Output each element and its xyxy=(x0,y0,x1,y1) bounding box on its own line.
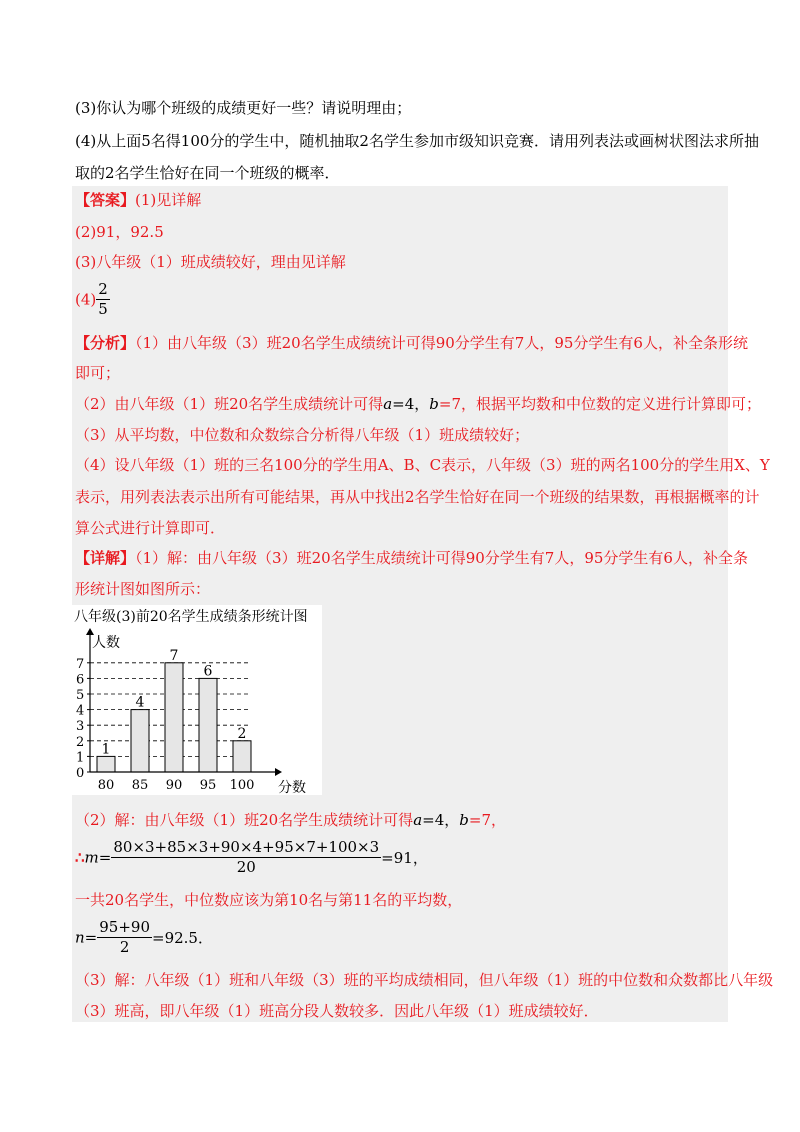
detail-line-7: （3）解：八年级（1）班和八年级（3）班的平均成绩相同，但八年级（1）班的中位数和众数都比八年级 xyxy=(75,971,774,989)
detail-var-b: b xyxy=(459,811,469,829)
y-tick-label: 4 xyxy=(76,703,85,719)
answer-3: (3)八年级（1）班成绩较好，理由见详解 xyxy=(75,253,346,271)
question-4-line-1: (4)从上面5名得100分的学生中，随机抽取2名学生参加市级知识竞赛．请用列表法或画树状图法求所抽 xyxy=(75,132,759,150)
bar xyxy=(233,741,251,772)
median-numerator: 95+90 xyxy=(99,918,150,936)
chart-xlabel: 分数 xyxy=(278,780,306,795)
detail-text-1: （1）解：由八年级（3）班20名学生成绩统计可得90分学生有7人，95分学生有6人，补全条 xyxy=(135,549,748,567)
y-tick-label: 5 xyxy=(76,688,85,703)
detail-line-1 xyxy=(75,548,748,568)
bar xyxy=(165,663,183,772)
mean-numerator: 80×3+85×3+90×4+95×7+100×3 xyxy=(113,838,380,856)
answer-1: (1)见详解 xyxy=(135,191,202,209)
bar-chart xyxy=(70,605,322,795)
detail-line-2: 形统计图如图所示： xyxy=(75,580,211,598)
mean-eq: = xyxy=(98,848,112,867)
analysis-line-1 xyxy=(75,333,748,353)
x-tick-label: 85 xyxy=(131,778,149,793)
var-a: a xyxy=(383,395,393,413)
y-axis-arrow xyxy=(86,628,94,635)
question-3: (3)你认为哪个班级的成绩更好一些？请说明理由； xyxy=(75,99,412,117)
x-axis-arrow xyxy=(275,768,282,776)
answer-4-prefix: (4) xyxy=(75,290,97,309)
y-tick-label: 7 xyxy=(76,656,85,672)
y-tick-label: 3 xyxy=(76,719,85,735)
bar-value-label: 6 xyxy=(203,663,213,680)
bar-value-label: 1 xyxy=(101,741,111,758)
answer-2: (2)91，92.5 xyxy=(75,223,164,241)
detail-var-a: a xyxy=(413,811,423,829)
analysis-text-3: （2）由八年级（1）班20名学生成绩统计可得 xyxy=(75,395,384,413)
detail-eq-a: =4， xyxy=(422,811,460,829)
analysis-line-6: 表示，用列表法表示出所有可能结果，再从中找出2名学生恰好在同一个班级的结果数，再根据概率的计 xyxy=(75,488,760,506)
detail-text-3: （2）解：由八年级（1）班20名学生成绩统计可得 xyxy=(75,811,414,829)
analysis-line-2: 即可； xyxy=(75,364,121,382)
chart-title: 八年级(3)前20名学生成绩条形统计图 xyxy=(74,609,308,625)
y-tick-label: 0 xyxy=(76,766,85,781)
mean-formula xyxy=(75,838,428,877)
answer-tag: 【答案】 xyxy=(75,191,136,209)
y-tick-label: 6 xyxy=(76,672,85,688)
question-4-line-2: 取的2名学生恰好在同一个班级的概率． xyxy=(75,164,340,182)
detail-tag: 【详解】 xyxy=(75,549,136,567)
x-tick-label: 100 xyxy=(229,778,255,793)
analysis-line-7: 算公式进行计算即可． xyxy=(75,519,226,537)
bar xyxy=(131,710,149,772)
median-formula xyxy=(75,918,213,957)
median-result: =92.5． xyxy=(152,929,213,947)
therefore-symbol: ∴ xyxy=(75,848,85,867)
eq-a: =4， xyxy=(392,395,430,413)
analysis-line-3 xyxy=(75,394,761,414)
detail-line-8: （3）班高，即八年级（1）班高分段人数较多．因此八年级（1）班成绩较好． xyxy=(75,1002,599,1020)
bar xyxy=(97,756,115,772)
answer-4-denominator: 5 xyxy=(98,300,108,318)
detail-eq-b: =7， xyxy=(468,811,506,829)
analysis-tag: 【分析】 xyxy=(75,334,136,352)
answer-line-1 xyxy=(75,190,201,210)
analysis-text-1: （1）由八年级（3）班20名学生成绩统计可得90分学生有7人，95分学生有6人，补全条形统 xyxy=(135,334,748,352)
mean-fraction xyxy=(111,838,381,877)
mean-result: =91， xyxy=(381,849,428,867)
x-tick-label: 80 xyxy=(97,778,115,793)
answer-4-fraction xyxy=(96,280,110,319)
eq-b: =7，根据平均数和中位数的定义进行计算即可； xyxy=(438,395,761,413)
mean-var: m xyxy=(84,848,99,867)
x-tick-label: 90 xyxy=(165,778,183,793)
detail-line-3 xyxy=(75,810,506,830)
y-tick-label: 1 xyxy=(76,750,85,766)
bar-value-label: 7 xyxy=(169,647,179,664)
median-var: n xyxy=(75,928,85,947)
bar-value-label: 2 xyxy=(237,725,247,742)
detail-line-5: 一共20名学生，中位数应该为第10名与第11名的平均数， xyxy=(75,891,463,909)
bar xyxy=(199,678,217,772)
y-tick-label: 2 xyxy=(76,734,85,750)
answer-4 xyxy=(75,280,110,319)
mean-denominator: 20 xyxy=(236,858,256,876)
analysis-line-4: （3）从平均数，中位数和众数综合分析得八年级（1）班成绩较好； xyxy=(75,426,530,444)
median-eq: = xyxy=(84,928,98,947)
analysis-line-5: （4）设八年级（1）班的三名100分的学生用A、B、C表示，八年级（3）班的两名100分的学生用X、Y xyxy=(75,456,770,474)
bar-value-label: 4 xyxy=(135,694,145,711)
x-tick-label: 95 xyxy=(199,778,217,793)
chart-ylabel: 人数 xyxy=(92,635,120,651)
answer-4-numerator: 2 xyxy=(98,280,108,298)
var-b: b xyxy=(429,395,439,413)
median-denominator: 2 xyxy=(119,938,130,956)
median-fraction xyxy=(97,918,152,957)
